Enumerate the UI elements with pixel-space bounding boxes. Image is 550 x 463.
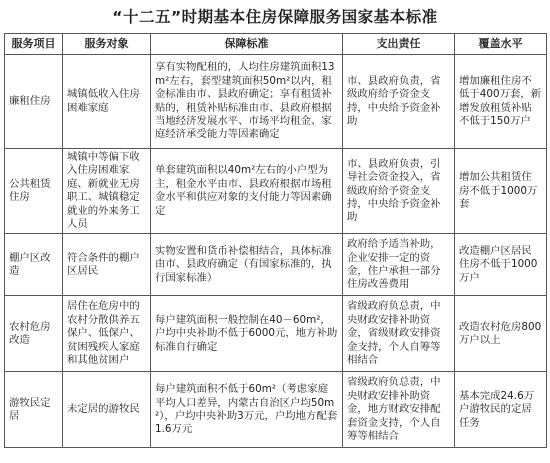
cell-standard: 每户建筑面积一般控制在40－60m²，户均中央补助不低于6000元，地方补助标准自行确定: [151, 296, 343, 372]
header-service-item: 服务项目: [5, 34, 63, 55]
table-row: [5, 55, 547, 149]
cell-target: 城镇低收入住房困难家庭: [63, 55, 151, 149]
table-row: [5, 296, 547, 372]
cell-responsibility: 省级政府负总责，中央财政安排补助资金，省级财政安排资金支持，个人自筹等相结合: [343, 296, 455, 372]
cell-responsibility: 市、县政府负责，引导社会资金投入，省级政府给予资金支持，中央给予资金补助: [343, 149, 455, 234]
cell-item: 游牧民定居: [5, 372, 63, 448]
header-service-target: 服务对象: [63, 34, 151, 55]
standards-table: [4, 33, 547, 448]
cell-item: 棚户区改造: [5, 234, 63, 296]
cell-coverage: 增加公共租赁住房不低于1000万套: [455, 149, 547, 234]
cell-target: 城镇中等偏下收入住房困难家庭、新就业无房职工、城镇稳定就业的外来务工人员: [63, 149, 151, 234]
table-row: [5, 372, 547, 448]
header-coverage: 覆盖水平: [455, 34, 547, 55]
cell-item: 公共租赁住房: [5, 149, 63, 234]
cell-standard: 实物安置和货币补偿相结合，具体标准由市、县政府确定（有国家标准的，执行国家标准）: [151, 234, 343, 296]
cell-standard: 享有实物配租的，人均住房建筑面积13m²左右，套型建筑面积50m²以内，租金标准由市、县政府确定；享有租赁补贴的，租赁补贴标准由市、县政府根据当地经济发展水平、市场平均租金、家庭经济承受能力等因素确定: [151, 55, 343, 149]
cell-item: 廉租住房: [5, 55, 63, 149]
cell-coverage: 改造农村危房800万户以上: [455, 296, 547, 372]
cell-responsibility: 市、县政府负责，省级政府给予资金支持，中央给予资金补助: [343, 55, 455, 149]
cell-target: 符合条件的棚户区居民: [63, 234, 151, 296]
table-row: [5, 234, 547, 296]
cell-target: 未定居的游牧民: [63, 372, 151, 448]
cell-responsibility: 省级政府负总责，中央财政安排补助资金，地方财政安排配套资金支持，个人自筹等相结合: [343, 372, 455, 448]
table-row: [5, 149, 547, 234]
cell-coverage: 改造棚户区居民住房不低于1000万户: [455, 234, 547, 296]
cell-target: 居住在危房中的农村分散供养五保户、低保户、贫困残疾人家庭和其他贫困户: [63, 296, 151, 372]
cell-standard: 每户建筑面积不低于60m²（考虑家庭平均人口差异，内蒙古自治区户均50m²），户均中央补助3万元，户均地方配套1.6万元: [151, 372, 343, 448]
header-responsibility: 支出责任: [343, 34, 455, 55]
cell-responsibility: 政府给予适当补助，企业安排一定的资金，住户承担一部分住房改善费用: [343, 234, 455, 296]
cell-standard: 单套建筑面积以40m²左右的小户型为主，租金水平由市、县政府根据市场租金水平和供应对象的支付能力等因素确定: [151, 149, 343, 234]
cell-coverage: 基本完成24.6万户游牧民的定居任务: [455, 372, 547, 448]
header-standard: 保障标准: [151, 34, 343, 55]
cell-item: 农村危房改造: [5, 296, 63, 372]
table-header-row: [5, 34, 547, 55]
document-title: “十二五”时期基本住房保障服务国家基本标准: [112, 8, 438, 26]
cell-coverage: 增加廉租住房不低于400万套，新增发放租赁补贴不低于150万户: [455, 55, 547, 149]
